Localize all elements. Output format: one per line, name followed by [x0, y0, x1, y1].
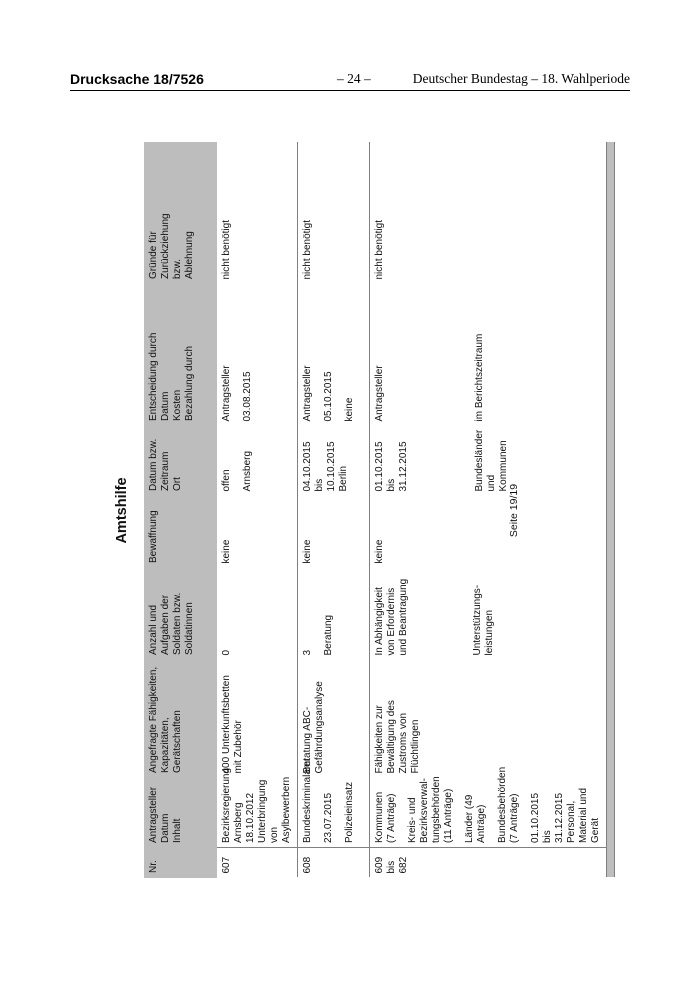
- col-header-nr: Nr.: [145, 848, 217, 878]
- table-bottom-band-cell: [607, 143, 615, 878]
- parliament-period: Deutscher Bundestag – 18. Wahlperiode: [412, 71, 630, 86]
- col-header-entscheidung: Entscheidung durch Datum Kosten Bezahlung durch: [145, 284, 217, 426]
- table-title: Amtshilfe: [114, 477, 130, 544]
- cell-anzahl: 0: [221, 649, 232, 656]
- table-row: [298, 143, 370, 878]
- cell-anzahl: 3 Beratung: [302, 614, 334, 656]
- cell-entscheidung: Antragsteller 03.08.2015: [221, 365, 253, 422]
- cell-antragsteller: Bezirksregierung Arnsberg 18.10.2012 Unterbringung von Asylbewerbern: [221, 767, 292, 843]
- table-row: [370, 143, 607, 878]
- rotated-page-content: [110, 143, 601, 878]
- amtshilfe-table: [144, 142, 615, 878]
- cell-bewaffnung: keine: [221, 539, 232, 564]
- col-header-antragsteller: Antragsteller Datum Inhalt: [145, 778, 217, 848]
- document-number-value: 7526: [172, 71, 204, 87]
- table-bottom-band: [607, 143, 615, 878]
- cell-bewaffnung: keine: [374, 539, 385, 564]
- cell-nr: 607: [217, 848, 298, 878]
- cell-datum: offen Arnsberg: [221, 450, 253, 492]
- cell-datum: 01.10.2015 bis 31.12.2015 Bundesländer und Kommunen: [374, 429, 509, 492]
- cell-bewaffnung: keine: [302, 539, 313, 564]
- page-number: – 24 –: [337, 71, 371, 86]
- col-header-faehigkeiten: Angefragte Fähigkeiten, Kapazitäten, Gerätschaften: [145, 660, 217, 778]
- cell-gruende: nicht benötigt: [221, 220, 232, 280]
- cell-gruende: nicht benötigt: [302, 220, 313, 280]
- cell-anzahl: In Abhängigkeit von Erfordernis und Beantragung Unterstützungs-leistungen: [374, 578, 495, 656]
- cell-entscheidung: Antragsteller 05.10.2015 keine: [302, 365, 355, 422]
- cell-nr: 608: [298, 848, 370, 878]
- cell-antragsteller: Kommunen (7 Anträge) Kreis- und Bezirksverwal-tungsbehörden (11 Anträge) Länder (49 Anträge) Bundesbehörden (7 Anträge) 01.10.2015 bis 31.12.2015 Personal, Material und Gerät: [374, 766, 601, 843]
- table-row: [217, 143, 298, 878]
- cell-gruende: nicht benötigt: [374, 220, 385, 280]
- col-header-bewaffnung: Bewaffnung: [145, 496, 217, 568]
- cell-faehigkeiten: 400 Unterkunftsbetten mit Zubehör: [221, 675, 244, 774]
- document-number: [70, 71, 204, 87]
- col-header-anzahl: Anzahl und Aufgaben der Soldaten bzw. Soldatinnen: [145, 568, 217, 660]
- document-number-prefix: Drucksache 18/: [70, 71, 173, 87]
- cell-antragsteller: Bundeskriminalamt 23.07.2015 Polizeieinsatz: [302, 757, 355, 843]
- table-header-row: [145, 143, 217, 878]
- cell-faehigkeiten: Beratung ABC-Gefährdungsanalyse: [302, 681, 325, 774]
- header-divider: [70, 90, 630, 91]
- cell-datum: 04.10.2015 bis 10.10.2015 Berlin: [302, 441, 349, 492]
- cell-nr: 609 bis 682: [370, 848, 607, 878]
- col-header-gruende: Gründe für Zurückziehung bzw. Ablehnung: [145, 143, 217, 284]
- cell-faehigkeiten: Fähigkeiten zur Bewältigung des Zustroms von Flüchtlingen: [374, 700, 421, 774]
- col-header-datum: Datum bzw. Zeitraum Ort: [145, 426, 217, 496]
- cell-entscheidung: Antragsteller im Berichtszeitraum: [374, 333, 485, 422]
- page-footer: Seite 19/19: [508, 483, 520, 538]
